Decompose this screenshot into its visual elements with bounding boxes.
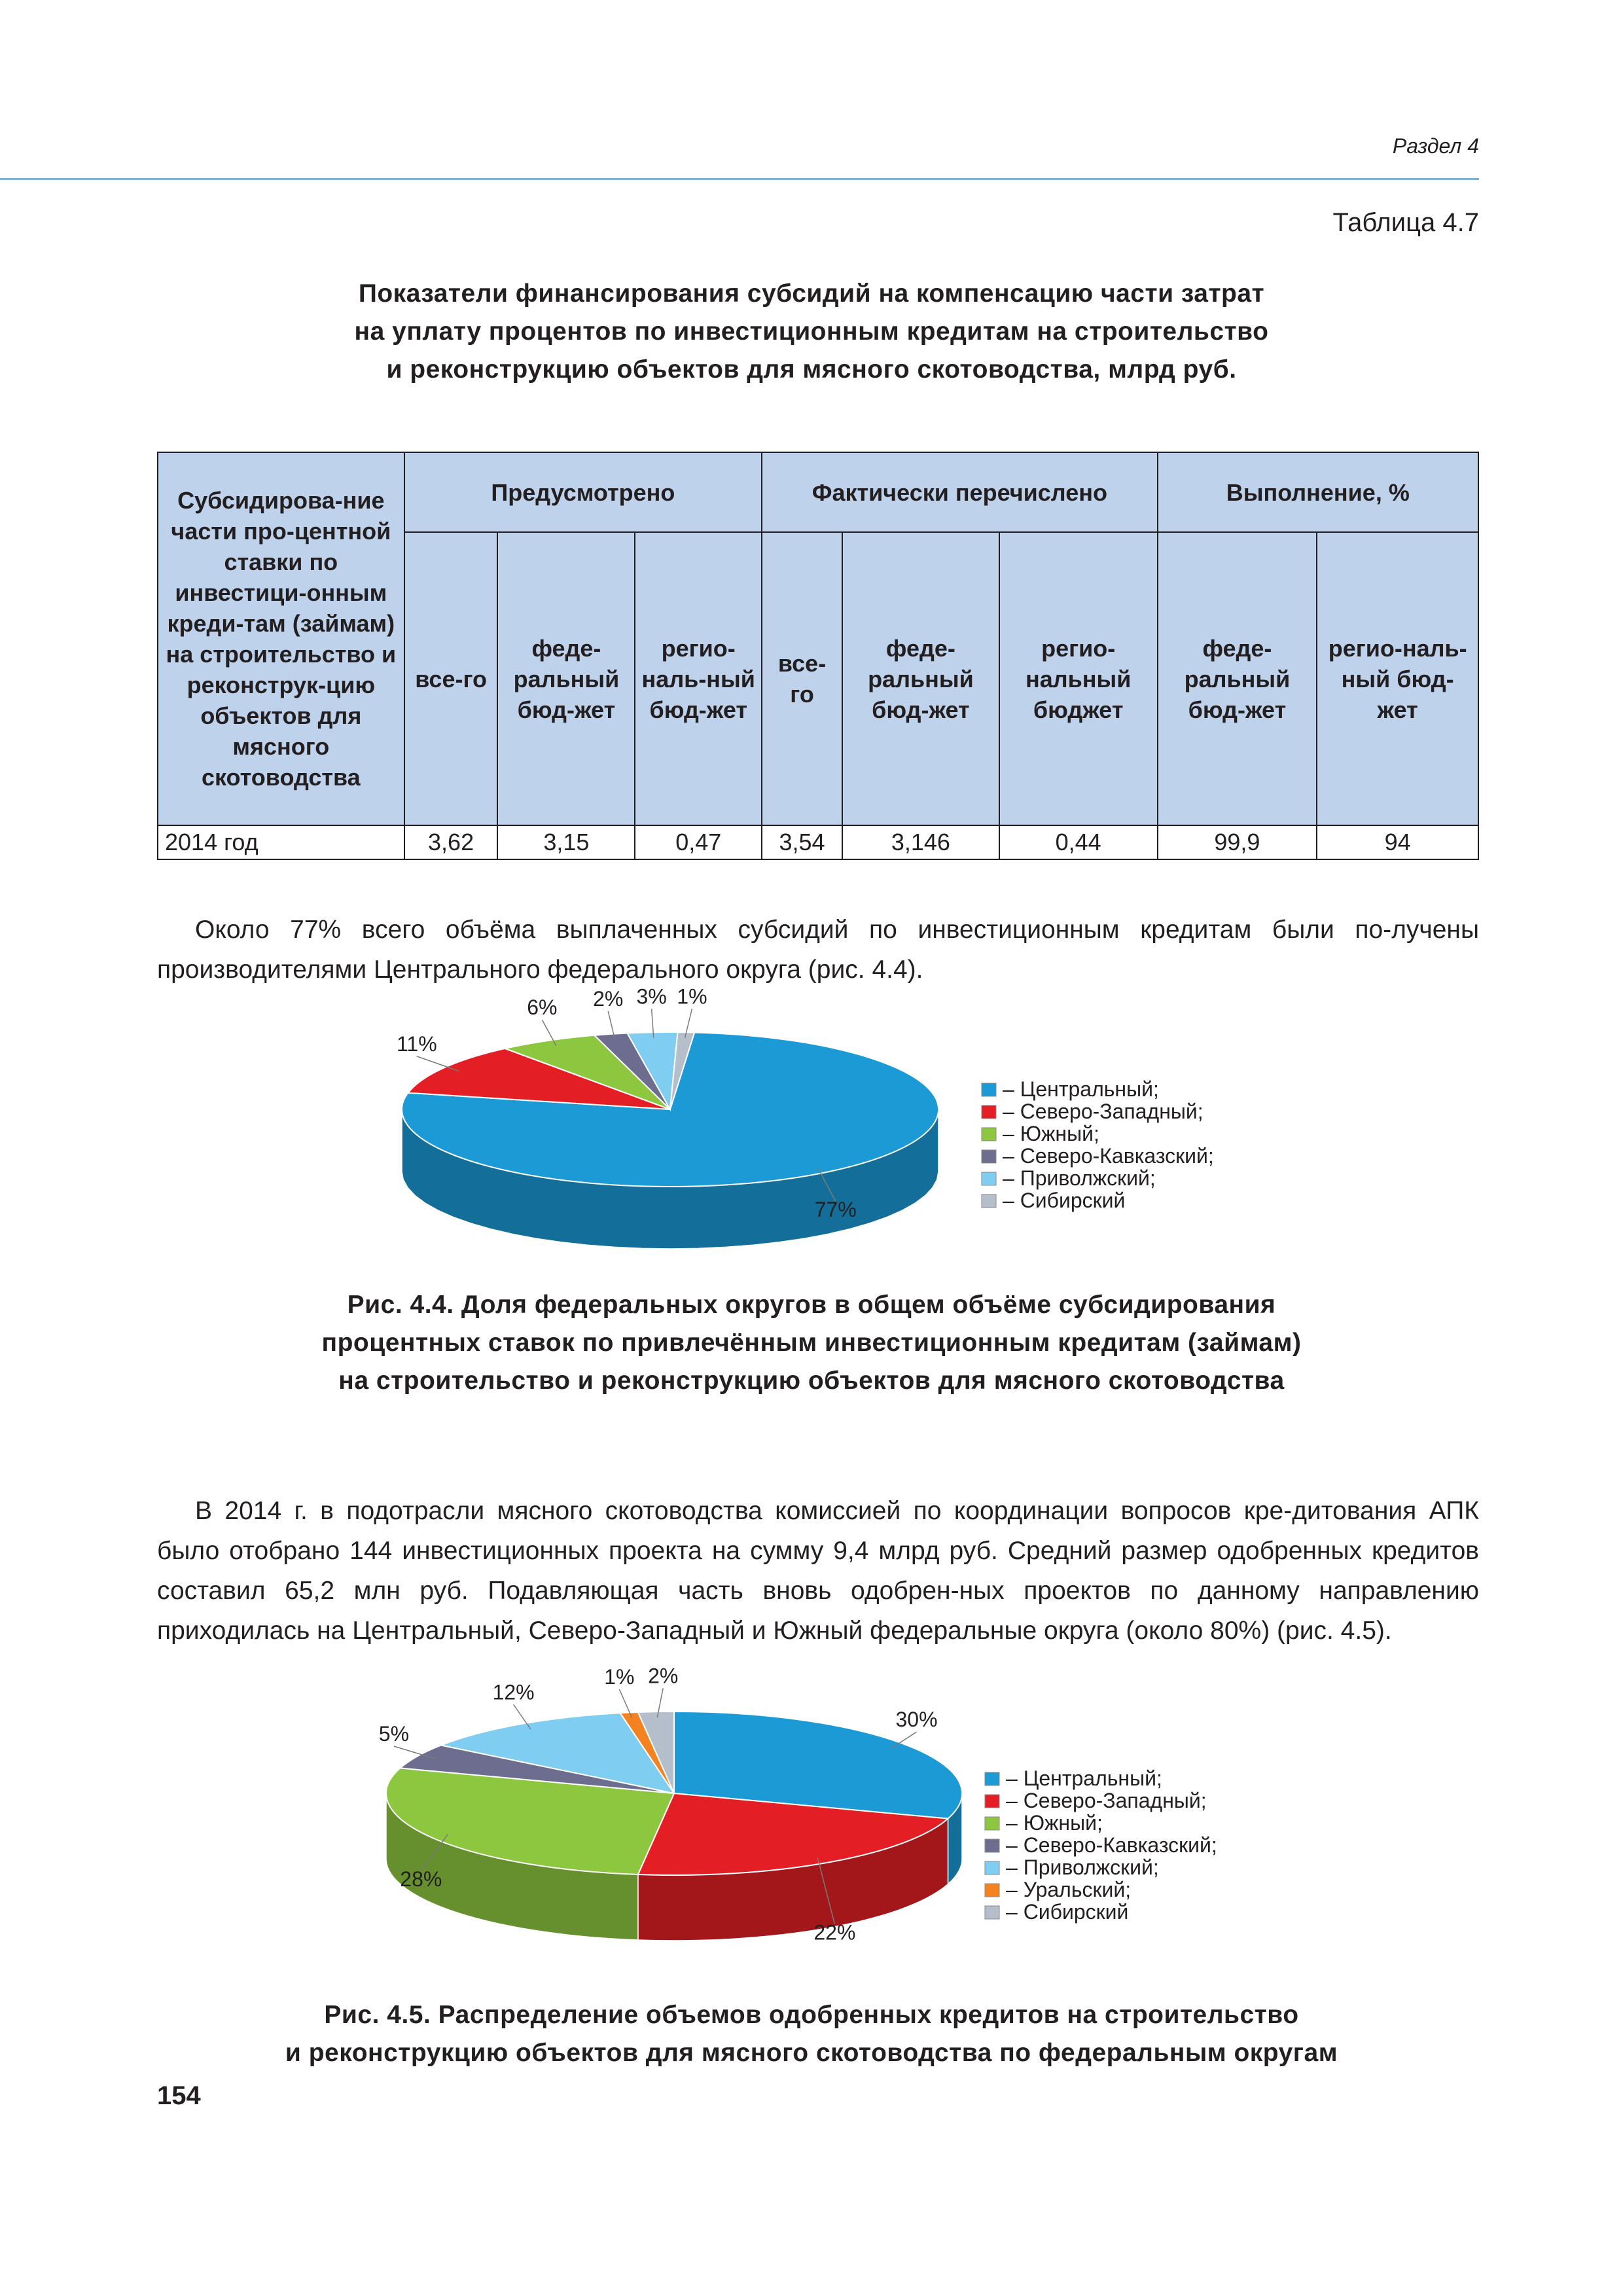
- subheader-cell: все-го: [404, 532, 498, 825]
- legend-label: – Сибирский: [1003, 1189, 1126, 1212]
- legend-label: – Центральный;: [1006, 1767, 1162, 1790]
- table-cell: 94: [1317, 825, 1478, 859]
- slice-label: 5%: [378, 1722, 410, 1746]
- legend-label: – Сибирский: [1006, 1900, 1129, 1924]
- legend-swatch: [985, 1772, 999, 1785]
- legend-label: – Северо-Западный;: [1003, 1100, 1204, 1123]
- subheader-cell: регио-наль-ный бюд-жет: [635, 532, 762, 825]
- table-cell: 0,44: [999, 825, 1158, 859]
- legend-label: – Северо-Западный;: [1006, 1789, 1207, 1812]
- legend-swatch: [985, 1861, 999, 1874]
- slice-label: 1%: [604, 1665, 635, 1689]
- legend-label: – Центральный;: [1003, 1077, 1159, 1101]
- legend-label: – Северо-Кавказский;: [1006, 1833, 1217, 1857]
- paragraph-2: [157, 1491, 1479, 1651]
- table-title-line: и реконструкцию объектов для мясного скотоводства, млрд руб.: [386, 355, 1237, 384]
- pie-chart-4-5: [0, 1664, 1623, 1996]
- subheader-cell: регио-нальный бюджет: [999, 532, 1158, 825]
- subheader-cell: все-го: [762, 532, 842, 825]
- legend-swatch: [982, 1172, 996, 1185]
- group-header-planned: Предусмотрено: [404, 452, 762, 532]
- table-title-line: на уплату процентов по инвестиционным кредитам на строительство: [354, 317, 1269, 346]
- table-cell: 0,47: [635, 825, 762, 859]
- legend-swatch: [985, 1906, 999, 1919]
- table-cell: 3,146: [842, 825, 999, 859]
- subheader-cell: феде-ральный бюд-жет: [842, 532, 999, 825]
- slice-label: 2%: [593, 986, 624, 1011]
- slice-label: 6%: [527, 996, 558, 1020]
- slice-label: 11%: [397, 1031, 437, 1056]
- caption-line: Рис. 4.4. Доля федеральных округов в общем объёме субсидирования: [347, 1291, 1276, 1319]
- slice-label: 12%: [492, 1680, 535, 1704]
- table-title: [0, 275, 1623, 389]
- slice-label: 3%: [636, 984, 667, 1009]
- paragraph-text: В 2014 г. в подотрасли мясного скотоводства комиссией по координации вопросов кре-дитования АПК было отобрано 144 инвестиционных проекта на сумму 9,4 млрд руб. Средний размер одобренных кредитов составил 65,2 млн руб. Подавляющая часть вновь одобрен-ных проектов по данному направлению приходилась на Центральный, Северо-Западный и Южный федеральные округа (около 80%) (рис. 4.5).: [157, 1497, 1479, 1645]
- table-cell: 2014 год: [158, 825, 404, 859]
- table-cell: 99,9: [1158, 825, 1317, 859]
- caption-line: Рис. 4.5. Распределение объемов одобренных кредитов на строительство: [324, 2001, 1299, 2029]
- legend-swatch: [985, 1817, 999, 1830]
- legend-label: – Южный;: [1003, 1122, 1099, 1145]
- slice-label: 1%: [677, 984, 707, 1009]
- paragraph-1: [157, 910, 1479, 990]
- table-cell: 3,15: [497, 825, 635, 859]
- slice-label: 28%: [400, 1867, 442, 1891]
- table-title-line: Показатели финансирования субсидий на компенсацию части затрат: [358, 279, 1265, 308]
- subheader-cell: феде-ральный бюд-жет: [1158, 532, 1317, 825]
- legend-label: – Приволжский;: [1003, 1166, 1156, 1190]
- legend-swatch: [982, 1194, 996, 1208]
- legend-swatch: [985, 1795, 999, 1808]
- legend-swatch: [982, 1105, 996, 1119]
- financing-table: [157, 452, 1479, 860]
- legend-swatch: [982, 1083, 996, 1096]
- subheader-cell: феде-ральный бюд-жет: [497, 532, 635, 825]
- slice-label: 2%: [648, 1664, 679, 1688]
- slice-label: 77%: [814, 1198, 857, 1222]
- legend-swatch: [985, 1839, 999, 1852]
- legend-swatch: [985, 1884, 999, 1897]
- pie-chart-4-4: [0, 984, 1623, 1283]
- figure-4-4-caption: [0, 1286, 1623, 1400]
- legend-label: – Уральский;: [1006, 1878, 1132, 1901]
- section-label: Раздел 4: [1392, 134, 1479, 158]
- caption-line: на строительство и реконструкцию объектов для мясного скотоводства: [338, 1367, 1285, 1395]
- table-cell: 3,62: [404, 825, 498, 859]
- legend-swatch: [982, 1128, 996, 1141]
- slice-label: 30%: [895, 1708, 938, 1732]
- legend-swatch: [982, 1150, 996, 1163]
- legend-label: – Северо-Кавказский;: [1003, 1144, 1214, 1168]
- figure-4-5-caption: [0, 1996, 1623, 2072]
- legend-label: – Южный;: [1006, 1811, 1103, 1835]
- paragraph-text: Около 77% всего объёма выплаченных субсидий по инвестиционным кредитам были по-лучены производителями Центрального федерального округа (рис. 4.4).: [157, 916, 1479, 984]
- subheader-cell: регио-наль-ный бюд-жет: [1317, 532, 1478, 825]
- table-row: [158, 825, 1478, 859]
- group-header-actual: Фактически перечислено: [762, 452, 1157, 532]
- table-cell: 3,54: [762, 825, 842, 859]
- header-rule: [0, 178, 1479, 180]
- legend-label: – Приволжский;: [1006, 1856, 1159, 1879]
- group-header-fulfilment: Выполнение, %: [1158, 452, 1478, 532]
- table-number: Таблица 4.7: [1332, 208, 1479, 237]
- row-header-cell: Субсидирова-ние части про-центной ставки по инвестици-онным креди-там (займам) на строительство и реконструк-цию объектов для мясного скотоводства: [158, 452, 404, 825]
- caption-line: процентных ставок по привлечённым инвестиционным кредитам (займам): [321, 1329, 1302, 1357]
- slice-label: 22%: [813, 1920, 856, 1945]
- caption-line: и реконструкцию объектов для мясного скотоводства по федеральным округам: [285, 2039, 1338, 2067]
- page-number: 154: [157, 2081, 201, 2110]
